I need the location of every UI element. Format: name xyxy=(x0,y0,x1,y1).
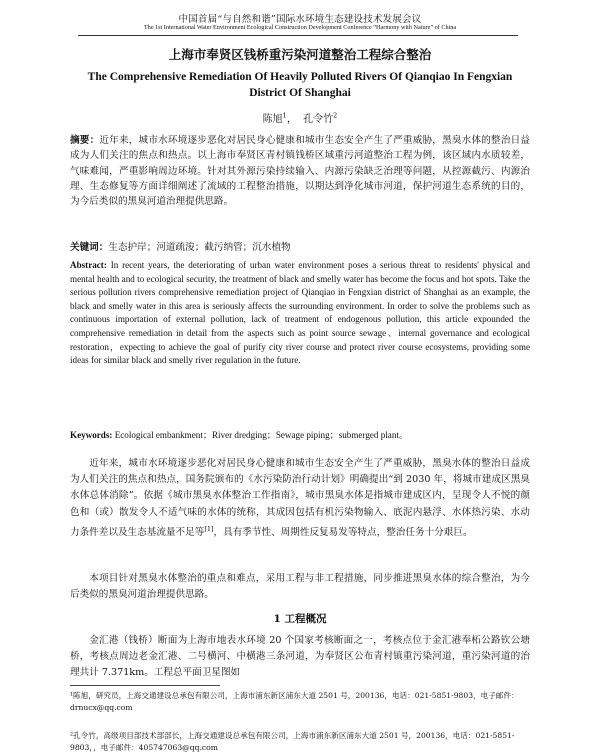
footnote: ²孔令竹，高级项目部技术部部长，上海交通建设总承包有限公司，上海市浦东新区浦东大道 2501 号，200136，电话：021-5851-9803，，电子邮件：405747063@qq.com xyxy=(70,731,515,752)
abstract-en xyxy=(70,259,530,368)
author-separator: ， xyxy=(286,114,297,125)
abstract-cn-label: 摘要： xyxy=(70,135,100,146)
paper-title-en: The Comprehensive Remediation Of Heavily Polluted Rivers Of Qianqiao In Fengxian District Of Shanghai xyxy=(87,71,513,99)
paper-title-cn: 上海市奉贤区钱桥重污染河道整治工程综合整治 xyxy=(168,47,432,62)
footnote: ¹陈旭，研究员，上海交通建设总承包有限公司，上海市浦东新区浦东大道 2501 号，200136，电话：021-5851-9803，电子邮件：drnucx@qq.com xyxy=(70,691,519,712)
author-name: 孔令竹 xyxy=(303,114,334,125)
citation-ref: [1] xyxy=(204,524,214,533)
body-paragraph: 金汇港（钱桥）断面为上海市地表水环境 20 个国家考核断面之一，考核点位于金汇港奉柘公路钦公塘桥，考核点周边老金汇港、二号横河、中横港三条河道，为奉贤区公布青村镇重污染河道，重污染河道的治理共计 7.371km。工程总平面卫星图如 xyxy=(70,635,530,679)
keywords-en-label: Keywords: xyxy=(70,430,113,440)
author-line xyxy=(0,110,600,125)
author-affiliation-mark: 1 xyxy=(282,111,287,120)
keywords-en xyxy=(70,429,530,443)
keywords-en-text: Ecological embankment；River dredging；Sewage piping；submerged plant。 xyxy=(114,430,409,440)
conference-header-en: The 1st International Water Environment Ecological Construction Development Conference “Harmony with Nature” of China xyxy=(143,24,457,31)
section-heading: 1 工程概况 xyxy=(273,613,327,625)
author-affiliation-mark: 2 xyxy=(333,111,338,120)
body-paragraph-text: ，具有季节性、周期性反复易发等特点，整治任务十分艰巨。 xyxy=(213,527,473,538)
body-paragraph xyxy=(70,456,530,541)
abstract-cn-text: 近年来，城市水环境逐步恶化对居民身心健康和城市生态安全产生了严重威胁，黑臭水体的整治日益成为人们关注的焦点和热点。以上海市奉贤区青村镇钱桥区域重污河道整治工程为例，该区域内水质较差，气味难闻，严重影响周边环境。针对其外源污染持续输入、内源污染缺乏治理等问题，从控源截污、内源治理、生态修复等方面详细阐述了流域的工程整治措施，以期达到净化城市河道，保护河道生态系统的目的，为今后类似的黑臭河道治理提供思路。 xyxy=(70,135,530,208)
footnote-divider xyxy=(70,685,220,686)
author-name: 陈旭 xyxy=(262,114,283,125)
keywords-cn xyxy=(70,240,530,255)
body-paragraph-text: 近年来，城市水环境逐步恶化对居民身心健康和城市生态安全产生了严重威胁，黑臭水体的整治日益成为人们关注的焦点和热点，国务院颁布的《水污染防治行动计划》明确提出“到 2030 年，将城市建成区黑臭水体总体消除”。依据《城市黑臭水体整治工作指南》，城市黑臭水体是指城市建成区内，呈现令人不悦的颜色和（或）散发令人不适气味的水体的统称，其成因包括有机污染物输入、底泥内悬浮、水体热污染、水动力条件差以及生态基流量不足等 xyxy=(70,458,530,538)
body-paragraph: 本项目针对黑臭水体整治的重点和难点，采用工程与非工程措施，同步推进黑臭水体的综合整治，为今后类似的黑臭河道治理提供思路。 xyxy=(70,573,530,601)
header-divider xyxy=(78,35,518,36)
keywords-cn-label: 关键词： xyxy=(70,242,109,253)
abstract-cn xyxy=(70,133,530,209)
abstract-en-text: In recent years, the deteriorating of urban water environment poses a serious threat to residents' physical and mental health and to ecological security, the treatment of black and smelly water has become the focus and hot spots. Take the serious pollution rivers comprehensive remediation project of Qianqiao in Fengxian district of Shanghai as an example, the black and smelly water in this area is seriously affects the surrounding environment. In order to solve the problems such as continuous importation of external pollution, lack of treatment of endogenous pollution, this article expounded the comprehensive remediation in detail from the aspects such as point source sewage、internal governance and ecological restoration，expecting to achieve the goal of purify city river course and protect river course ecosystems, providing some ideas for similar black and smelly river regulation in the future. xyxy=(70,260,530,366)
conference-header-cn: 中国首届“与自然和谐”国际水环境生态建设技术发展会议 xyxy=(178,14,422,25)
keywords-cn-text: 生态护岸；河道疏浚；截污纳管；沉水植物 xyxy=(108,242,291,253)
abstract-en-label: Abstract: xyxy=(70,260,107,270)
